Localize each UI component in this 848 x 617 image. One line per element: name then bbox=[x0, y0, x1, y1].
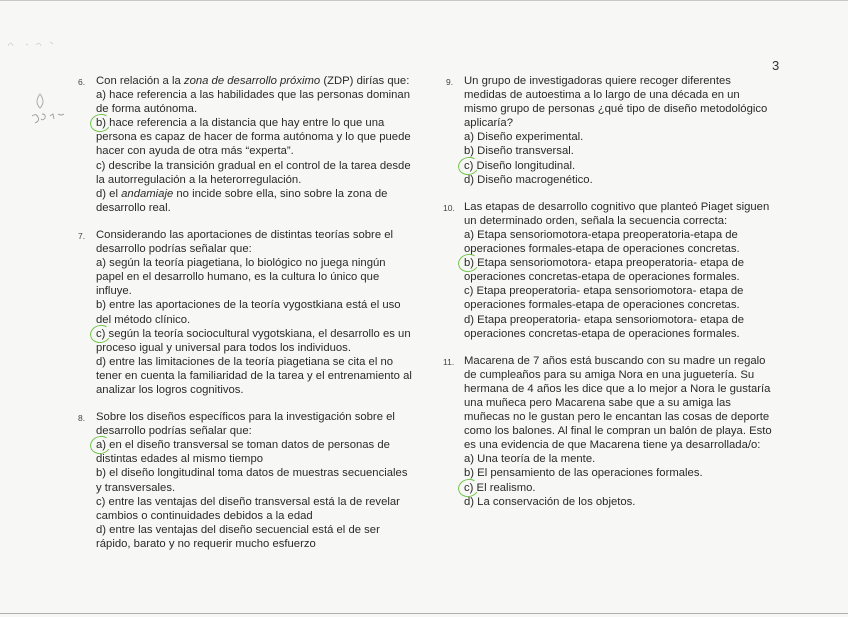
question-11 bbox=[443, 354, 772, 509]
answer-option: b) Diseño transversal. bbox=[464, 145, 574, 158]
question-number: 10. bbox=[443, 202, 455, 213]
question-number: 8. bbox=[78, 413, 86, 424]
question-stem: Sobre los diseños específicos para la investigación sobre el desarrollo podrías señalar que: bbox=[96, 411, 395, 438]
page-top-edge bbox=[0, 0, 848, 1]
answer-option: d) entre las limitaciones de la teoría piagetiana se cita el no tener en cuenta la familiaridad de la tarea y el entrenamiento al analizar los logros cognitivos. bbox=[96, 355, 412, 396]
answer-option: a) según la teoría piagetiana, lo biológico no juega ningún papel en el desarrollo humano, es la cultura lo único que influye. bbox=[96, 257, 386, 298]
question-number: 9. bbox=[446, 77, 454, 87]
question-9 bbox=[446, 74, 772, 187]
page-bottom-edge bbox=[0, 613, 848, 614]
answer-option: b) el diseño longitudinal toma datos de muestras secuenciales y transversales. bbox=[96, 467, 408, 494]
answer-option-marked: b) hace referencia a la distancia que hay entre lo que una persona es capaz de hacer de forma autónoma y lo que puede hacer con ayuda de otra más “experta”. bbox=[96, 116, 414, 158]
answer-option-marked: c) Diseño longitudinal. bbox=[464, 159, 772, 173]
answer-option: a) Etapa sensoriomotora-etapa preoperatoria-etapa de operaciones formales-etapa de operaciones concretas. bbox=[464, 228, 740, 256]
page-number: 3 bbox=[772, 58, 780, 73]
question-stem: Macarena de 7 años está buscando con su madre un regalo de cumpleaños para su amiga Nora en una juguetería. Su hermana de 4 años les dice que a lo mejor a Nora le gustaría una muñeca pero Macarena sabe que a su amiga las muñecas no le gustan pero le encantan las cosas de deporte como los balones. Al final le compran un balón de playa. Esto es una evidencia de que Macarena tiene ya desarrollada/o: bbox=[464, 354, 772, 452]
pencil-scribble-mark bbox=[6, 36, 66, 50]
answer-option-marked: c) según la teoría sociocultural vygotskiana, el desarrollo es un proceso igual y universal para todos los individuos. bbox=[96, 327, 414, 355]
question-8 bbox=[78, 410, 414, 551]
question-stem: Considerando las aportaciones de distintas teorías sobre el desarrollo podrías señalar que: bbox=[96, 228, 394, 256]
question-10 bbox=[443, 200, 772, 341]
question-number: 7. bbox=[78, 230, 86, 241]
left-column bbox=[78, 74, 414, 564]
question-stem: Un grupo de investigadoras quiere recoger diferentes medidas de autoestima a lo largo de una década en un mismo grupo de personas ¿qué tipo de diseño metodológico aplicaría? bbox=[464, 75, 768, 130]
question-6 bbox=[78, 74, 414, 215]
answer-option: d) Etapa preoperatoria- etapa sensoriomotora- etapa de operaciones concretas-etapa de operaciones formales. bbox=[464, 313, 745, 340]
answer-option: d) entre las ventajas del diseño secuencial está el de ser rápido, barato y no requerir mucho esfuerzo bbox=[96, 523, 380, 550]
margin-annotation-mark bbox=[28, 92, 68, 132]
question-stem: Las etapas de desarrollo cognitivo que planteó Piaget siguen un determinado orden, señala la secuencia correcta: bbox=[464, 200, 770, 227]
answer-option: a) hace referencia a las habilidades que las personas dominan de forma autónoma. bbox=[96, 89, 411, 116]
right-column bbox=[443, 74, 772, 522]
question-stem: Con relación a la zona de desarrollo próximo (ZDP) dirías que: bbox=[96, 75, 410, 87]
answer-option: d) La conservación de los objetos. bbox=[464, 495, 636, 508]
answer-option: b) entre las aportaciones de la teoría vygostkiana está el uso del método clínico. bbox=[96, 299, 401, 326]
answer-option-marked: b) Etapa sensoriomotora- etapa preoperatoria- etapa de operaciones concretas-etapa de operaciones formales. bbox=[464, 256, 772, 284]
answer-option: d) el andamiaje no incide sobre ella, sino sobre la zona de desarrollo real. bbox=[96, 187, 388, 214]
answer-option: c) entre las ventajas del diseño transversal está la de revelar cambios o continuidades debidos a la edad bbox=[96, 495, 400, 522]
question-number: 6. bbox=[78, 77, 86, 87]
answer-option: d) Diseño macrogenético. bbox=[464, 173, 593, 186]
answer-option: c) describe la transición gradual en el control de la tarea desde la autorregulación a la heterorregulación. bbox=[96, 159, 411, 186]
question-7 bbox=[78, 228, 414, 397]
answer-option: c) Etapa preoperatoria- etapa sensoriomotora- etapa de operaciones formales-etapa de operaciones concretas. bbox=[464, 285, 744, 312]
answer-option: a) Una teoría de la mente. bbox=[464, 453, 596, 466]
answer-option-marked: a) en el diseño transversal se toman datos de personas de distintas edades al mismo tiempo bbox=[96, 438, 414, 466]
answer-option-marked: c) El realismo. bbox=[464, 481, 772, 495]
answer-option: a) Diseño experimental. bbox=[464, 131, 584, 144]
answer-option: b) El pensamiento de las operaciones formales. bbox=[464, 467, 703, 480]
question-number: 11. bbox=[443, 356, 455, 367]
